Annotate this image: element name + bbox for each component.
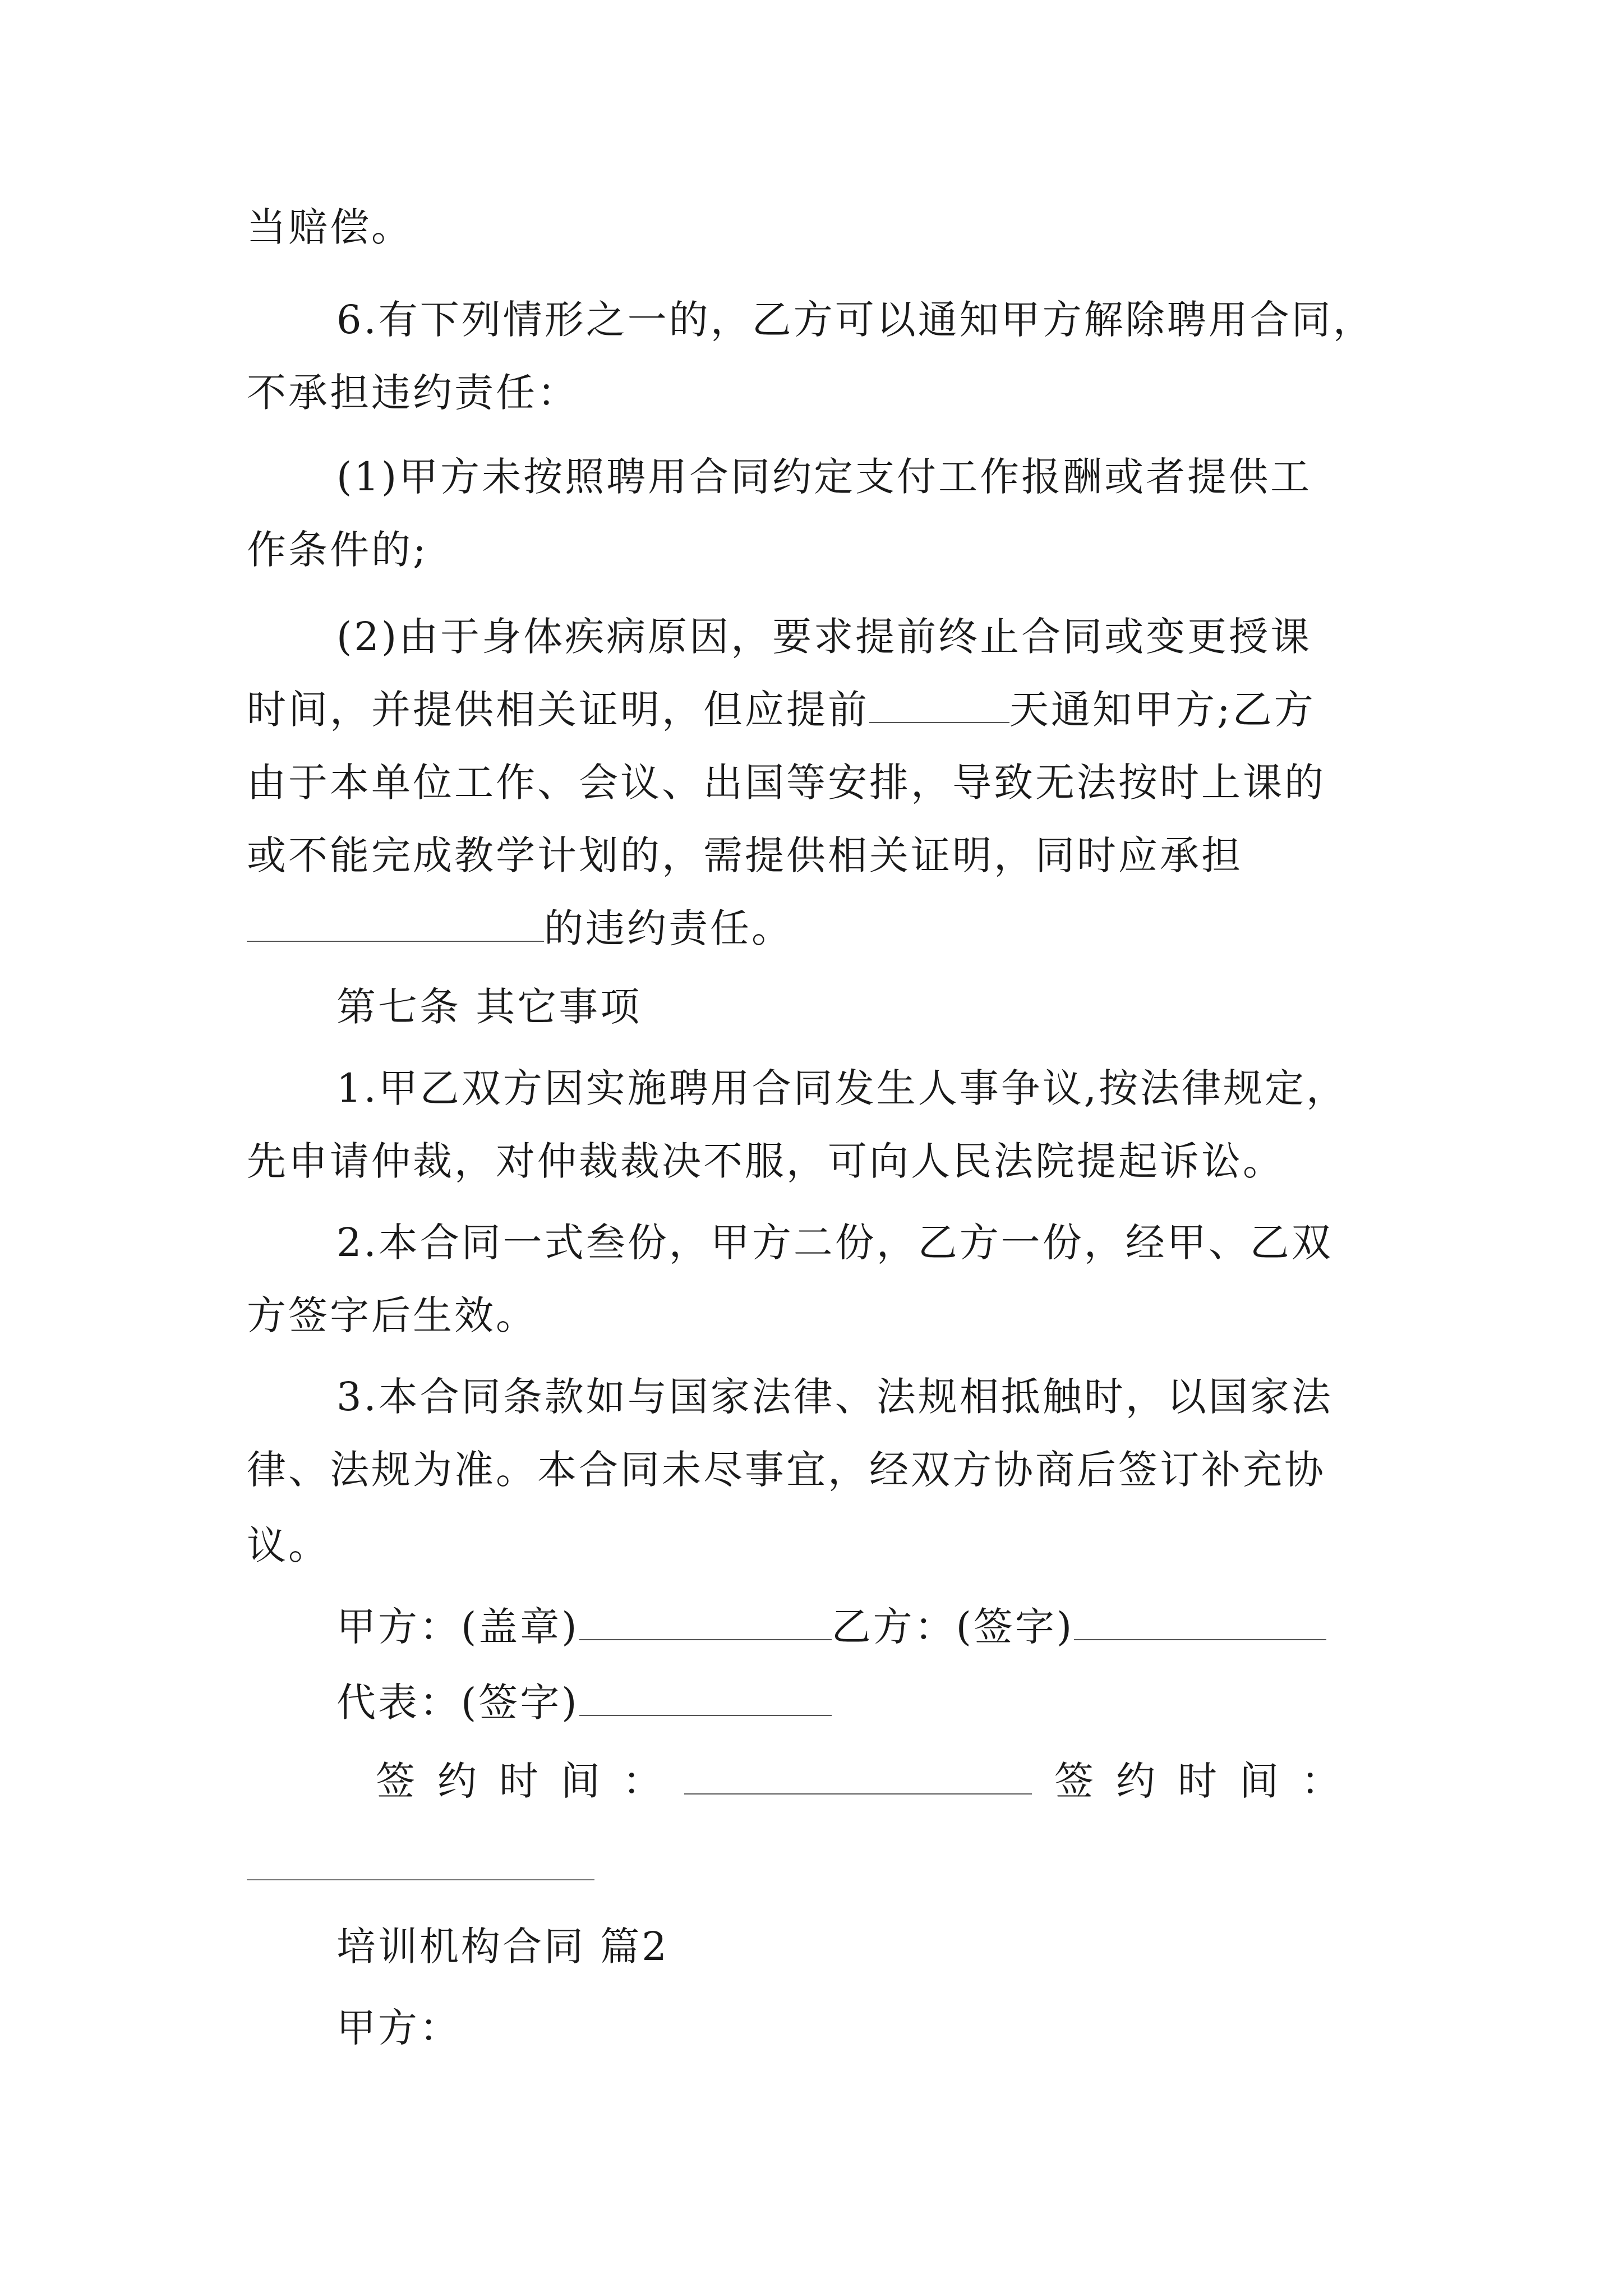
article-7-item-3: 3.本合同条款如与国家法律、法规相抵触时，以国家法	[336, 1374, 1333, 1420]
clause-6-heading: 6.有下列情形之一的，乙方可以通知甲方解除聘用合同，	[336, 297, 1375, 343]
liability-blank	[247, 901, 544, 942]
paragraph-line: 或不能完成教学计划的，需提供相关证明，同时应承担	[247, 832, 1243, 878]
signature-row-dates: 签约时间： 签约时间：	[376, 1753, 1396, 1809]
paragraph-line: 先申请仲裁，对仲裁裁决不服，可向人民法院提起诉讼。	[247, 1138, 1284, 1184]
paragraph-line: 作条件的;	[247, 527, 428, 573]
paragraph-line: 律、法规为准。本合同未尽事宜，经双方协商后签订补充协	[247, 1447, 1326, 1493]
signature-row-parties: 甲方：(盖章) 乙方：(签字)	[336, 1599, 1396, 1655]
paragraph-line: 由于本单位工作、会议、出国等安排，导致无法按时上课的	[247, 760, 1326, 806]
signature-row-representative: 代表：(签字)	[336, 1674, 1486, 1731]
party-a-label: 甲方：	[336, 2005, 461, 2051]
party-b-date-blank	[247, 1879, 594, 1880]
section-title: 培训机构合同 篇2	[336, 1924, 669, 1970]
paragraph-line: 当赔偿。	[247, 204, 413, 250]
representative-signature-blank	[579, 1676, 832, 1716]
notice-days-blank	[869, 683, 1009, 723]
paragraph-line: 时间，并提供相关证明，但应提前 天通知甲方;乙方	[247, 682, 1396, 738]
party-b-signature-blank	[1074, 1600, 1326, 1640]
party-a-seal-blank	[579, 1600, 832, 1640]
article-7-item-2: 2.本合同一式叁份，甲方二份，乙方一份，经甲、乙双	[336, 1220, 1333, 1266]
clause-6-item-1: (1)甲方未按照聘用合同约定支付工作报酬或者提供工	[336, 454, 1312, 500]
paragraph-line: 不承担违约责任：	[247, 370, 579, 416]
article-7-heading: 第七条 其它事项	[336, 984, 642, 1030]
article-7-item-1: 1.甲乙双方因实施聘用合同发生人事争议,按法律规定，	[336, 1065, 1348, 1111]
paragraph-line: 议。	[247, 1522, 330, 1568]
party-a-date-blank	[684, 1754, 1032, 1795]
paragraph-line: 的违约责任。	[247, 900, 1396, 956]
clause-6-item-2: (2)由于身体疾病原因，要求提前终止合同或变更授课	[336, 614, 1312, 660]
paragraph-line: 方签字后生效。	[247, 1292, 537, 1338]
